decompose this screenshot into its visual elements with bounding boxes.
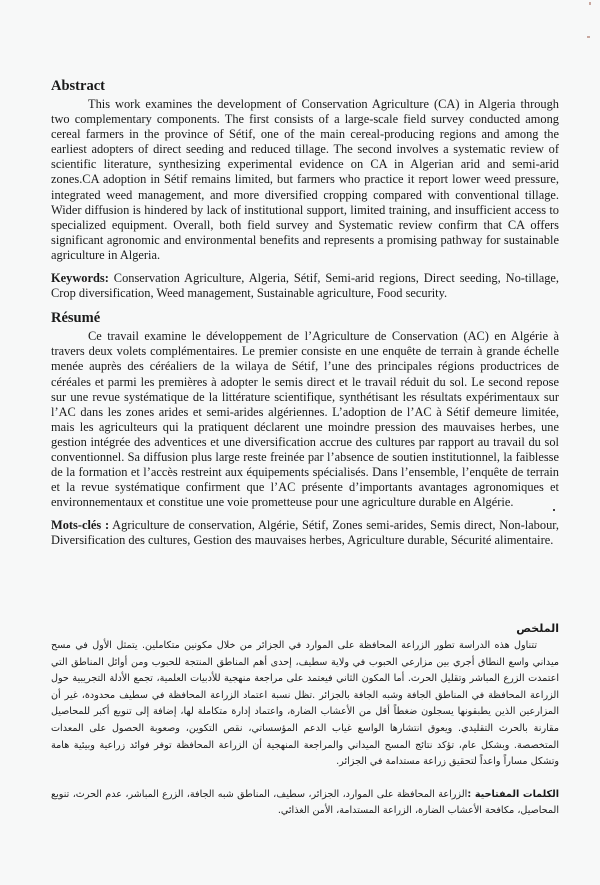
resume-heading: Résumé xyxy=(51,310,101,327)
scan-speck xyxy=(587,36,590,38)
mots-cles-list: Agriculture de conservation, Algérie, Sétif, Zones semi-arides, Semis direct, Non-labour, Diversification des cultures, Gestion des mauvaises herbes, Agriculture durable, Sécurité alimentaire. xyxy=(51,518,559,548)
scan-speck xyxy=(589,2,591,5)
arabic-abstract-section xyxy=(51,622,559,819)
keywords-list: Conservation Agriculture, Algeria, Sétif, Semi-arid regions, Direct seeding, No-tillage, Crop diversification, Weed management, Sustainable agriculture, Food security. xyxy=(51,271,559,301)
keywords-label: Keywords: xyxy=(51,271,109,286)
arabic-abstract-body: تتناول هذه الدراسة تطور الزراعة المحافظة على الموارد في الجزائر من خلال مكونين متكاملين. يتمثل الأول في مسح ميداني واسع النطاق أجري بين مزارعي الحبوب في ولاية سطيف، إحدى أهم المناطق المنتجة للحبوب ومن أوائل المناطق التي اعتمدت الزرع المباشر وتقليل الحرث. أما المكون الثاني فيعتمد على مراجعة منهجية للأدبيات العلمية، تجمع الأدلة التجريبية حول الزراعة المحافظة في المناطق الجافة وشبه الجافة بالجزائر .تظل نسبة اعتماد الزراعة المحافظة في سطيف محدودة، غير أن المزارعين الذين يطبقونها يسجلون ضغطاً أقل من الأعشاب الضارة، واعتماد إدارة متكاملة لها، إضافة إلى تنويع أكبر للمحاصيل مقارنة بالحرث التقليدي. ويعوق انتشارها الواسع غياب الدعم المؤسساتي، نقص التكوين، وصعوبة الحصول على المعدات المتخصصة. وبشكل عام، تؤكد نتائج المسح الميداني والمراجعة المنهجية أن الزراعة المحافظة توفر فوائد زراعية وبيئية هامة وتشكل مساراً واعداً لتحقيق زراعة مستدامة في الجزائر. xyxy=(51,640,559,768)
resume-body: Ce travail examine le développement de l’Agriculture de Conservation (AC) en Algérie à travers deux volets complémentaires. Le premier consiste en une enquête de terrain à grande échelle menée auprès des céréaliers de la wilaya de Sétif, l’une des principales régions productrices de céréales et parmi les premières à adopter le semis direct et le travail réduit du sol. Le second repose sur une revue systématique de la littérature scientifique, synthétisant les résultats expérimentaux sur l’AC dans les zones arides et semi-arides algériennes. L’adoption de l’AC à Sétif demeure limitée, mais les agriculteurs qui la pratiquent déclarent une moindre pression des mauvaises herbes, une gestion intégrée des adventices et une diversification accrue des cultures par rapport au travail du sol conventionnel. Sa diffusion plus large reste freinée par l’absence de soutien institutionnel, la faiblesse de la formation et l’accès restreint aux équipements spécialisés. Dans l’ensemble, l’enquête de terrain et la revue systématique confirment que l’AC présente d’importants avantages agronomiques et environnementaux et constitue une voie prometteuse pour une agriculture durable en Algérie. xyxy=(51,329,559,510)
scan-dot xyxy=(553,509,555,511)
document-page xyxy=(51,78,559,549)
abstract-keywords xyxy=(51,271,559,301)
resume-section xyxy=(51,310,559,548)
mots-cles-label: Mots-clés : xyxy=(51,518,110,533)
arabic-keywords xyxy=(51,787,559,819)
abstract-section xyxy=(51,78,559,301)
arabic-abstract-heading: الملخص xyxy=(516,622,559,635)
arabic-keywords-list: الزراعة المحافظة على الموارد، الجزائر، سطيف، المناطق شبه الجافة، الزرع المباشر، عدم الحرث، تنويع المحاصيل، مكافحة الأعشاب الضارة، الزراعة المستدامة، الأمن الغذائي. xyxy=(51,788,559,816)
resume-keywords xyxy=(51,518,559,548)
arabic-keywords-label: الكلمات المفتاحية : xyxy=(467,788,559,800)
abstract-body: This work examines the development of Conservation Agriculture (CA) in Algeria through two complementary components. The first consists of a large-scale field survey conducted among cereal farmers in the province of Sétif, one of the main cereal-producing regions and among the earliest adopters of direct seeding and reduced tillage. The second involves a systematic review of scientific literature, synthesizing experimental evidence on CA in Algerian arid and semi-arid zones.CA adoption in Sétif remains limited, but farmers who practice it report lower weed pressure, integrated weed management, and more diversified cropping compared with conventional tillage. Wider diffusion is hindered by lack of institutional support, limited training, and insufficient access to specialized equipment. Overall, both field survey and Systematic review confirm that CA offers significant agronomic and environmental benefits and represents a promising pathway for sustainable agriculture in Algeria. xyxy=(51,97,559,262)
abstract-heading: Abstract xyxy=(51,78,105,94)
